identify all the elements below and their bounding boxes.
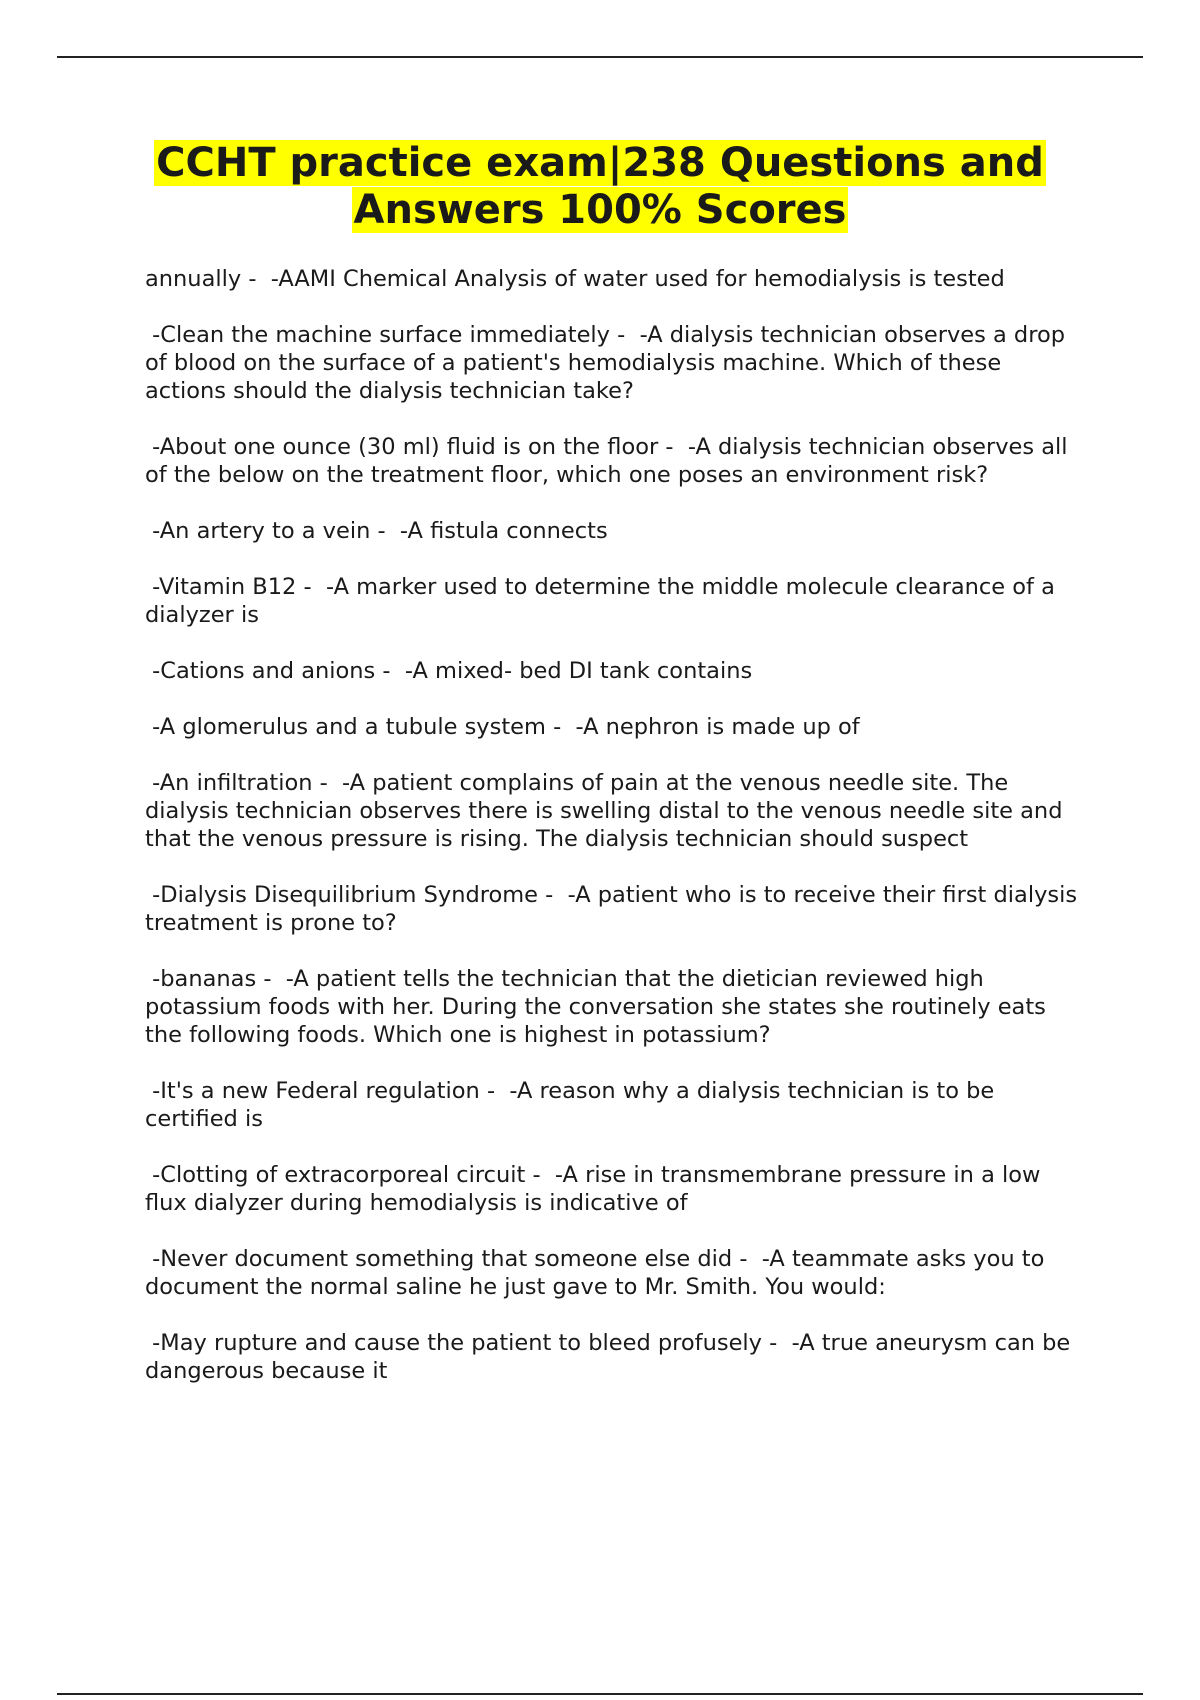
qa-entry: -bananas - -A patient tells the technician that the dietician reviewed high potassium foods with her. During the conversation she states she routinely eats the following foods. Which one is highest in potassium?	[145, 966, 1054, 1048]
title-line-1: CCHT practice exam|238 Questions and	[156, 140, 1044, 186]
qa-entry: -It's a new Federal regulation - -A reason why a dialysis technician is to be certified is	[145, 1078, 1002, 1132]
qa-entry: -An artery to a vein - -A fistula connects	[145, 518, 608, 544]
qa-entry: -Clean the machine surface immediately - -A dialysis technician observes a drop of blood on the surface of a patient's hemodialysis machine. Which of these actions should the dialysis technician take?	[145, 322, 1073, 404]
qa-entry: -An infiltration - -A patient complains of pain at the venous needle site. The dialysis technician observes there is swelling distal to the venous needle site and that the venous pressure is rising. The dialysis technician should suspect	[145, 770, 1070, 852]
qa-entry: annually - -AAMI Chemical Analysis of water used for hemodialysis is tested	[145, 266, 1005, 292]
qa-entry: -May rupture and cause the patient to bleed profusely - -A true aneurysm can be dangerous because it	[145, 1330, 1078, 1384]
document-title	[100, 140, 1100, 234]
top-rule	[57, 56, 1143, 58]
title-line-2: Answers 100% Scores	[353, 187, 847, 233]
qa-entry: -A glomerulus and a tubule system - -A nephron is made up of	[145, 714, 860, 740]
qa-entry: -Cations and anions - -A mixed- bed DI tank contains	[145, 658, 753, 684]
qa-entry: -About one ounce (30 ml) fluid is on the floor - -A dialysis technician observes all of the below on the treatment floor, which one poses an environment risk?	[145, 434, 1075, 488]
qa-entry: -Dialysis Disequilibrium Syndrome - -A patient who is to receive their first dialysis treatment is prone to?	[145, 882, 1085, 936]
qa-entry: -Clotting of extracorporeal circuit - -A rise in transmembrane pressure in a low flux dialyzer during hemodialysis is indicative of	[145, 1162, 1048, 1216]
qa-list	[145, 265, 1085, 1413]
bottom-rule	[57, 1693, 1143, 1695]
qa-entry: -Never document something that someone else did - -A teammate asks you to document the normal saline he just gave to Mr. Smith. You would:	[145, 1246, 1052, 1300]
qa-entry: -Vitamin B12 - -A marker used to determine the middle molecule clearance of a dialyzer is	[145, 574, 1063, 628]
